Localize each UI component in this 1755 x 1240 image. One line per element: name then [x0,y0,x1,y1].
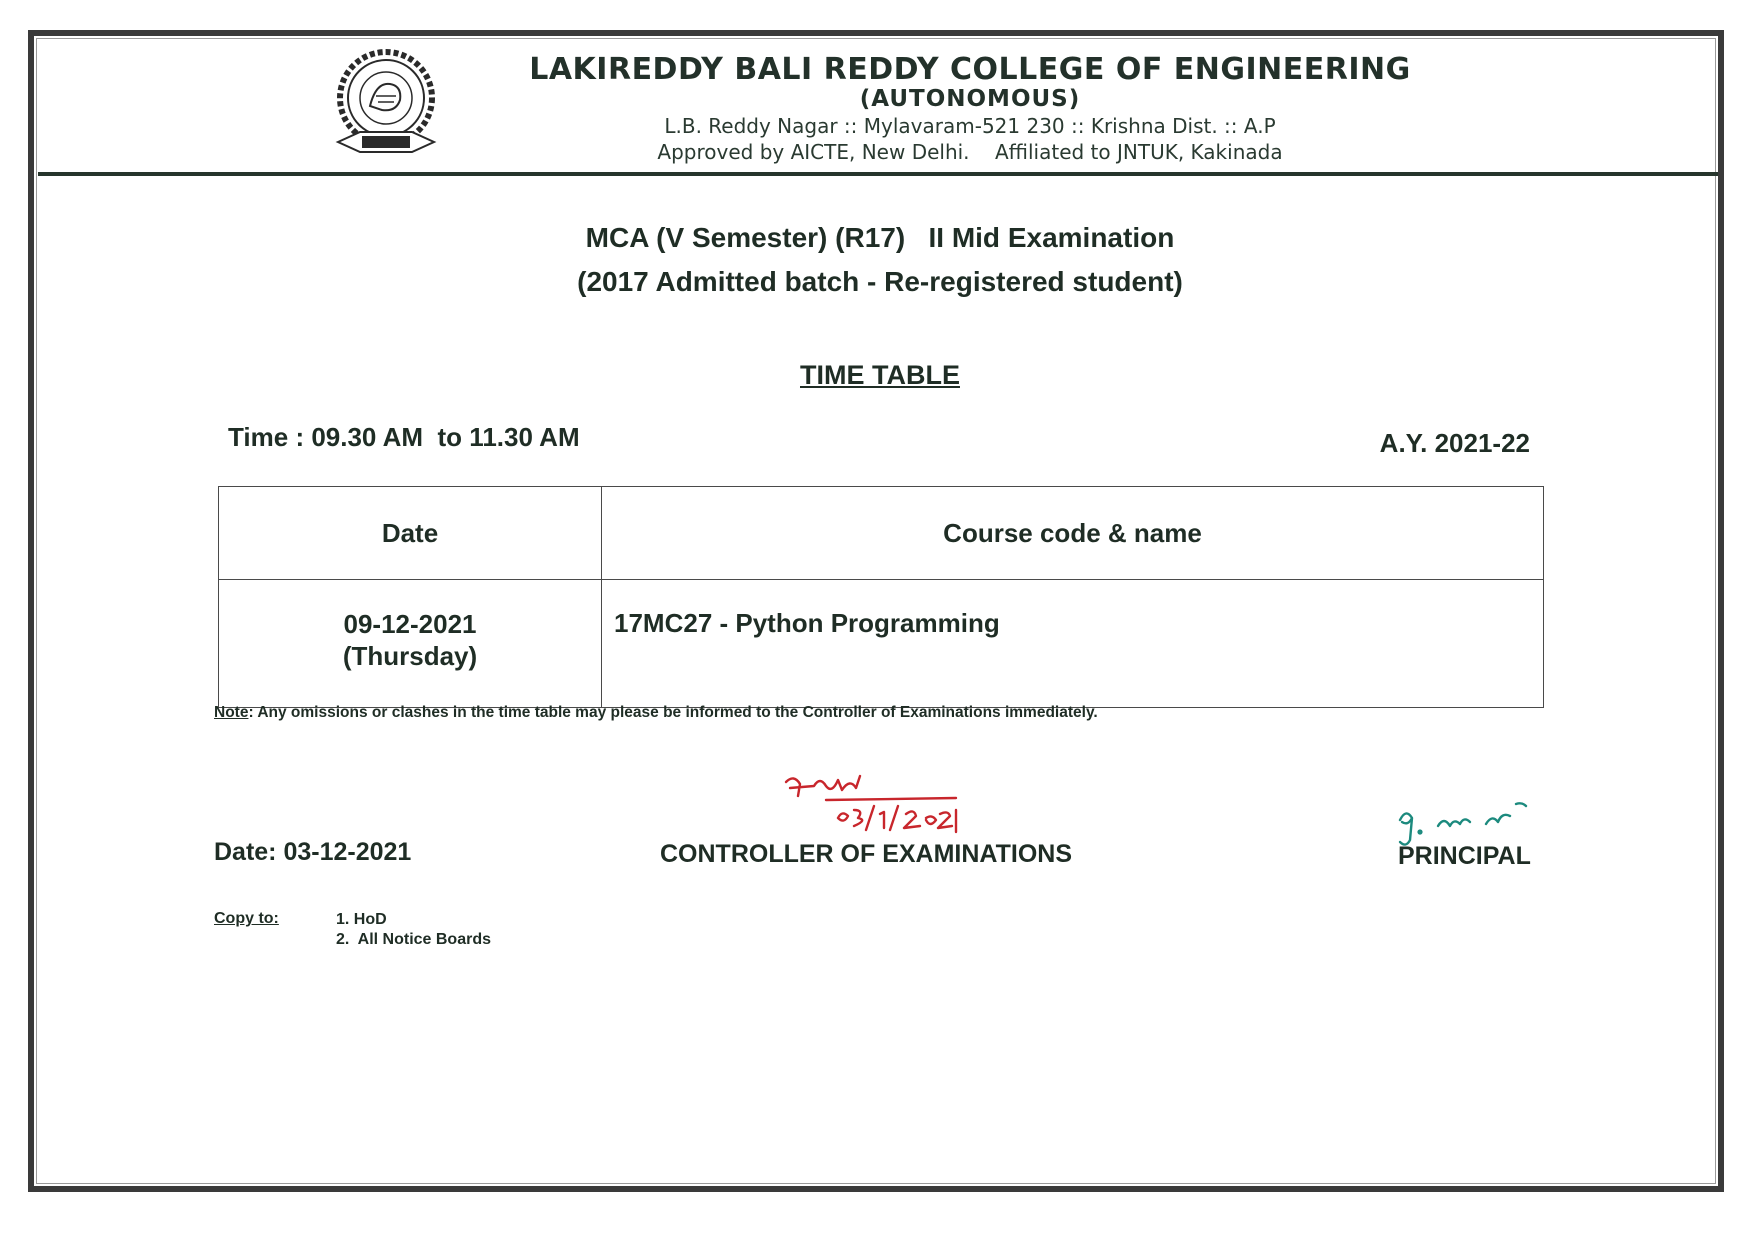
list-item: 2. All Notice Boards [336,931,491,948]
schedule-table [218,486,1544,708]
exam-title: MCA (V Semester) (R17) II Mid Examination [585,222,1175,253]
timetable-heading: TIME TABLE [800,360,960,390]
college-address: L.B. Reddy Nagar :: Mylavaram-521 230 :: Krishna Dist. :: A.P [664,114,1276,138]
autonomous-label: (AUTONOMOUS) [859,86,1081,112]
note-body: : Any omissions or clashes in the time table may please be informed to the Controller of Examinations immediately. [248,704,1098,721]
academic-year: A.Y. 2021-22 [1379,428,1530,458]
controller-signature [780,770,1000,850]
approval-affiliation: Approved by AICTE, New Delhi. Affiliated to JNTUK, Kakinada [657,140,1283,164]
exam-time: Time : 09.30 AM to 11.30 AM [228,422,580,452]
course-column-header: Course code & name [602,487,1544,580]
note-label: Note [214,704,249,721]
controller-title: CONTROLLER OF EXAMINATIONS [660,840,1073,868]
issue-date: Date: 03-12-2021 [214,838,412,866]
exam-date-cell [219,580,602,708]
copy-to-label: Copy to: [214,910,279,927]
header-divider [38,172,1718,176]
list-item: 1. HoD [336,911,387,928]
note-text [214,704,1098,722]
date-column-header: Date [219,487,602,580]
table-row [219,580,1544,708]
college-name: LAKIREDDY BALI REDDY COLLEGE OF ENGINEERING [529,52,1411,87]
exam-day: (Thursday) [342,641,478,671]
college-seal-icon [330,46,442,162]
copy-to-list [336,910,491,950]
course-name-cell: 17MC27 - Python Programming [602,580,1544,708]
batch-description: (2017 Admitted batch - Re-registered student) [577,266,1183,297]
exam-date: 09-12-2021 [343,609,477,639]
table-header-row [219,487,1544,580]
principal-title: PRINCIPAL [1398,842,1531,870]
